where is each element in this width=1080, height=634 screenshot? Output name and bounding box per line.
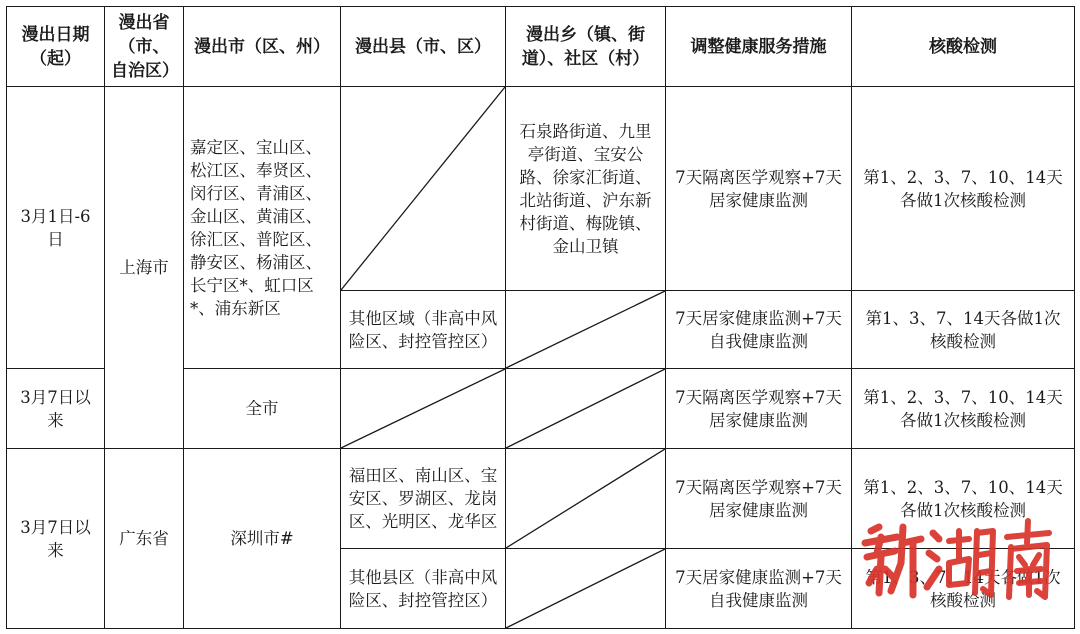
table-row <box>7 87 1075 291</box>
measures-cell: 7天隔离医学观察+7天居家健康监测 <box>666 449 852 549</box>
county-cell: 其他县区（非高中风险区、封控管控区） <box>341 549 506 629</box>
testing-cell: 第1、2、3、7、10、14天各做1次核酸检测 <box>852 449 1075 549</box>
diagonal-line <box>341 369 505 448</box>
township-cell: 石泉路街道、九里亭街道、宝安公路、徐家汇街道、北站街道、沪东新村街道、梅陇镇、金山卫镇 <box>506 87 666 291</box>
city-cell: 深圳市# <box>184 449 341 629</box>
empty-diagonal-cell <box>506 549 666 629</box>
header-township: 漫出乡（镇、街道）、社区（村） <box>506 7 666 87</box>
date-cell: 3月7日以来 <box>7 449 105 629</box>
testing-cell: 第1、3、7、14天各做1次核酸检测 <box>852 549 1075 629</box>
header-row <box>7 7 1075 87</box>
empty-diagonal-cell <box>506 449 666 549</box>
diagonal-line <box>341 87 505 290</box>
empty-diagonal-cell <box>506 369 666 449</box>
diagonal-line <box>506 449 665 548</box>
measures-cell: 7天隔离医学观察+7天居家健康监测 <box>666 87 852 291</box>
measures-cell: 7天居家健康监测+7天自我健康监测 <box>666 291 852 369</box>
city-cell: 全市 <box>184 369 341 449</box>
header-date: 漫出日期（起） <box>7 7 105 87</box>
header-testing: 核酸检测 <box>852 7 1075 87</box>
diagonal-line <box>506 369 665 448</box>
header-city: 漫出市（区、州） <box>184 7 341 87</box>
city-cell: 嘉定区、宝山区、松江区、奉贤区、闵行区、青浦区、金山区、黄浦区、徐汇区、普陀区、静安区、杨浦区、长宁区*、虹口区*、浦东新区 <box>184 87 341 369</box>
date-cell: 3月1日-6日 <box>7 87 105 369</box>
county-cell: 福田区、南山区、宝安区、罗湖区、龙岗区、光明区、龙华区 <box>341 449 506 549</box>
header-measures: 调整健康服务措施 <box>666 7 852 87</box>
xinhunan-watermark-logo <box>857 513 1057 603</box>
header-province: 漫出省（市、自治区） <box>105 7 184 87</box>
testing-cell: 第1、2、3、7、10、14天各做1次核酸检测 <box>852 369 1075 449</box>
province-cell: 广东省 <box>105 449 184 629</box>
diagonal-line <box>506 291 665 368</box>
province-cell: 上海市 <box>105 87 184 449</box>
empty-diagonal-cell <box>341 369 506 449</box>
empty-diagonal-cell <box>341 87 506 291</box>
county-cell: 其他区域（非高中风险区、封控管控区） <box>341 291 506 369</box>
measures-cell: 7天居家健康监测+7天自我健康监测 <box>666 549 852 629</box>
date-cell: 3月7日以来 <box>7 369 105 449</box>
testing-cell: 第1、2、3、7、10、14天各做1次核酸检测 <box>852 87 1075 291</box>
diagonal-line <box>506 549 665 628</box>
header-county: 漫出县（市、区） <box>341 7 506 87</box>
testing-cell: 第1、3、7、14天各做1次核酸检测 <box>852 291 1075 369</box>
empty-diagonal-cell <box>506 291 666 369</box>
measures-cell: 7天隔离医学观察+7天居家健康监测 <box>666 369 852 449</box>
